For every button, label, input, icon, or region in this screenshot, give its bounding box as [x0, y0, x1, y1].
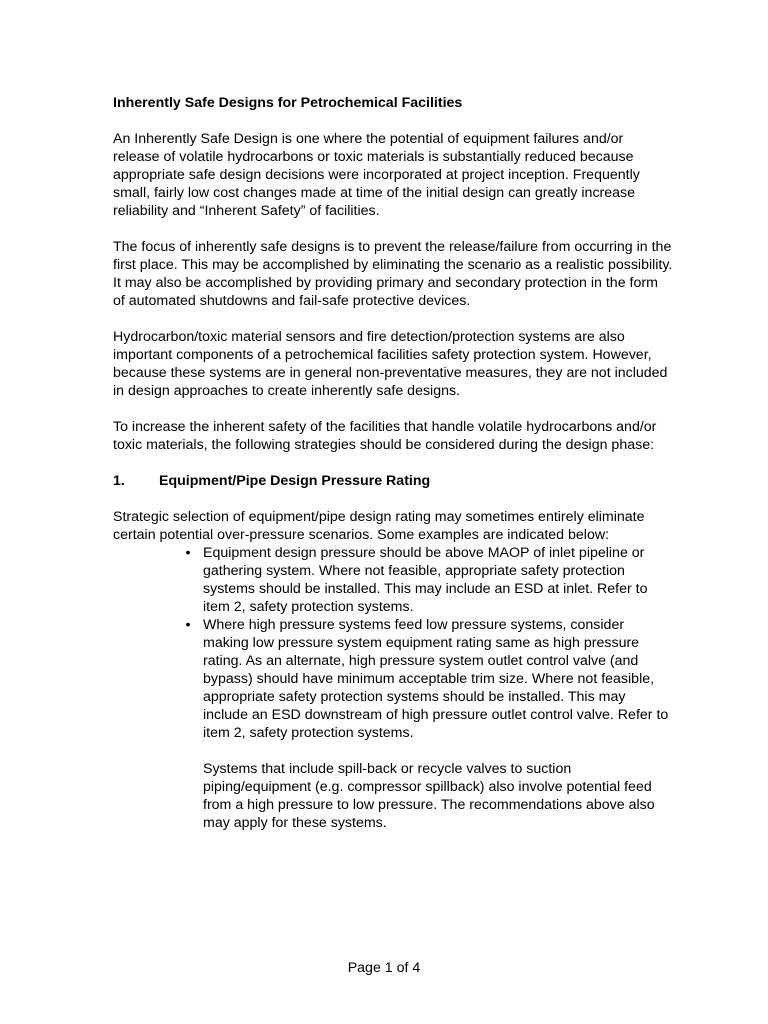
page-number: Page 1 of 4 — [347, 960, 421, 976]
paragraph-focus: The focus of inherently safe designs is to prevent the release/failure from occurring in the first place. This may be accomplished by eliminating the scenario as a realistic possibility. It may also be accomplished by providing primary and secondary protection in the form of automated shutdowns and fail-safe protective devices. — [113, 239, 673, 309]
bullet-icon: • — [185, 545, 191, 561]
document-body — [113, 94, 673, 832]
list-item-note: Systems that include spill-back or recycle valves to suction piping/equipment (e.g. compressor spillback) also involve potential feed from a high pressure to low pressure. The recommendations above also may apply for these systems. — [203, 761, 655, 831]
list-item-text: Where high pressure systems feed low pressure systems, consider making low pressure system equipment rating same as high pressure rating. As an alternate, high pressure system outlet control valve (and bypass) should have minimum acceptable trim size. Where not feasible, appropriate safety protection systems should be installed. This may include an ESD downstream of high pressure outlet control valve. Refer to item 2, safety protection systems. — [203, 617, 669, 741]
section-intro: Strategic selection of equipment/pipe design rating may sometimes entirely eliminate certain potential over-pressure scenarios. Some examples are indicated below: — [113, 509, 645, 543]
section-heading — [113, 472, 673, 490]
paragraph-sensors: Hydrocarbon/toxic material sensors and fire detection/protection systems are also important components of a petrochemical facilities safety protection system. However, because these systems are in general non-preventative measures, they are not included in design approaches to create inherently safe designs. — [113, 329, 668, 399]
document-title: Inherently Safe Designs for Petrochemical Facilities — [113, 95, 463, 111]
section-number: 1. — [113, 473, 125, 489]
paragraph-strategies: To increase the inherent safety of the facilities that handle volatile hydrocarbons and/or toxic materials, the following strategies should be considered during the design phase: — [113, 419, 657, 453]
paragraph-definition: An Inherently Safe Design is one where the potential of equipment failures and/or release of volatile hydrocarbons or toxic materials is substantially reduced because appropriate safe design decisions were incorporated at project inception. Frequently small, fairly low cost changes made at time of the initial design can greatly increase reliability and “Inherent Safety” of facilities. — [113, 131, 640, 219]
list-item — [185, 544, 673, 616]
bullet-icon: • — [185, 617, 191, 633]
list-item-text: Equipment design pressure should be above MAOP of inlet pipeline or gathering system. Where not feasible, appropriate safety protection systems should be installed. This may include an ESD at inlet. Refer to item 2, safety protection systems. — [203, 545, 648, 615]
section-title: Equipment/Pipe Design Pressure Rating — [159, 473, 431, 489]
bullet-list — [113, 544, 673, 832]
list-item — [185, 616, 673, 832]
